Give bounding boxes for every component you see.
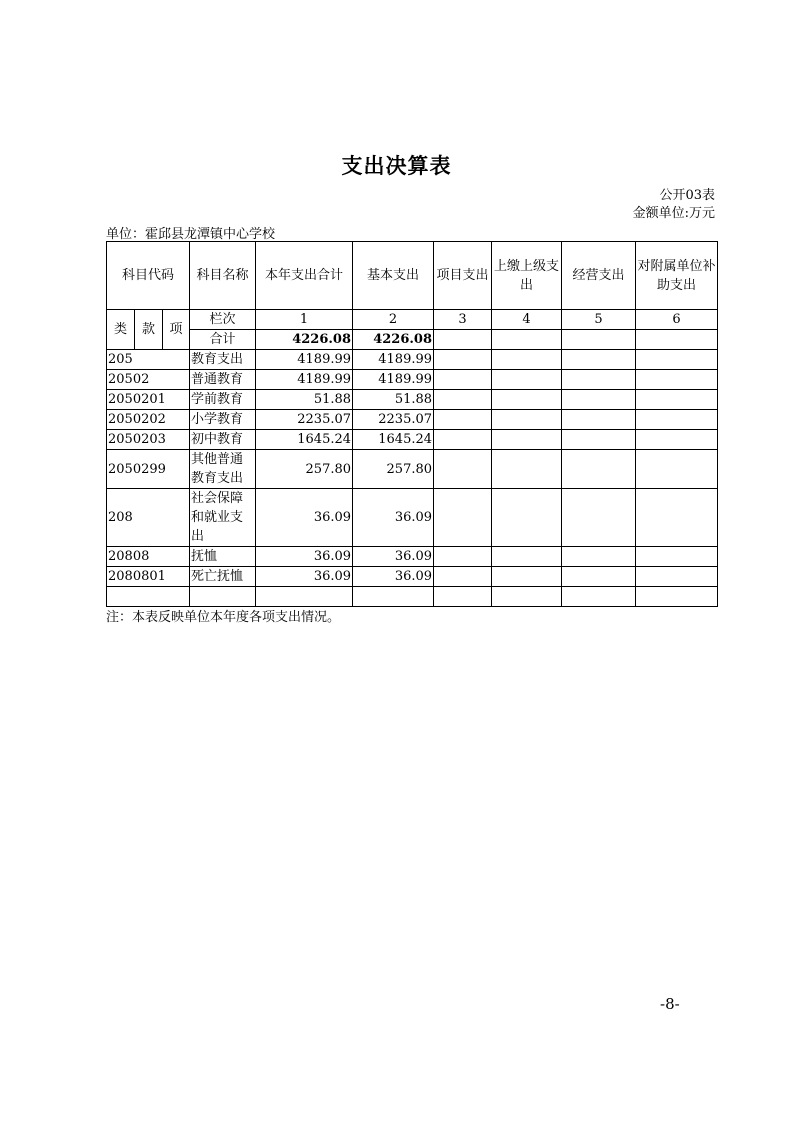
header-lei: 类 xyxy=(107,310,135,350)
row-total: 51.88 xyxy=(256,390,353,410)
header-upper: 上缴上级支出 xyxy=(492,242,562,310)
row-basic: 4189.99 xyxy=(353,350,434,370)
header-xiang: 项 xyxy=(163,310,190,350)
table-row xyxy=(107,390,718,410)
header-subject-name: 科目名称 xyxy=(190,242,256,310)
row-basic: 1645.24 xyxy=(353,430,434,450)
total-row xyxy=(107,330,718,350)
row-total: 36.09 xyxy=(256,489,353,547)
row-total: 1645.24 xyxy=(256,430,353,450)
row-name: 死亡抚恤 xyxy=(190,567,256,587)
row-basic: 36.09 xyxy=(353,489,434,547)
table-row xyxy=(107,410,718,430)
row-total: 4189.99 xyxy=(256,350,353,370)
row-name: 其他普通教育支出 xyxy=(190,450,256,489)
header-lanci: 栏次 xyxy=(190,310,256,330)
row-name: 初中教育 xyxy=(190,430,256,450)
col-index-5: 5 xyxy=(562,310,636,330)
row-name: 普通教育 xyxy=(190,370,256,390)
page-title: 支出决算表 xyxy=(341,153,452,178)
table-row xyxy=(107,450,718,489)
table-row xyxy=(107,370,718,390)
row-total: 257.80 xyxy=(256,450,353,489)
table-row xyxy=(107,489,718,547)
col-index-6: 6 xyxy=(636,310,718,330)
row-basic: 36.09 xyxy=(353,547,434,567)
row-basic: 51.88 xyxy=(353,390,434,410)
row-code: 20808 xyxy=(107,547,190,567)
row-basic: 2235.07 xyxy=(353,410,434,430)
column-index-row xyxy=(107,310,718,330)
empty-row xyxy=(107,587,718,607)
row-name: 学前教育 xyxy=(190,390,256,410)
table-row xyxy=(107,567,718,587)
row-total: 2235.07 xyxy=(256,410,353,430)
header-business: 经营支出 xyxy=(562,242,636,310)
row-code: 2080801 xyxy=(107,567,190,587)
table-note: 注：本表反映单位本年度各项支出情况。 xyxy=(106,610,341,625)
row-name: 社会保障和就业支出 xyxy=(190,489,256,547)
expenditure-table xyxy=(106,241,718,607)
row-name: 小学教育 xyxy=(190,410,256,430)
row-code: 2050299 xyxy=(107,450,190,489)
row-code: 2050201 xyxy=(107,390,190,410)
header-row xyxy=(107,242,718,310)
amount-unit: 金额单位:万元 xyxy=(632,206,715,221)
row-name: 教育支出 xyxy=(190,350,256,370)
row-basic: 36.09 xyxy=(353,567,434,587)
row-total: 36.09 xyxy=(256,567,353,587)
unit-name: 单位：霍邱县龙潭镇中心学校 xyxy=(106,227,276,242)
page-number: -8- xyxy=(660,995,680,1013)
header-total: 本年支出合计 xyxy=(256,242,353,310)
header-kuan: 款 xyxy=(135,310,163,350)
row-name: 抚恤 xyxy=(190,547,256,567)
row-code: 208 xyxy=(107,489,190,547)
table-row xyxy=(107,350,718,370)
header-project: 项目支出 xyxy=(434,242,492,310)
col-index-2: 2 xyxy=(353,310,434,330)
row-code: 2050202 xyxy=(107,410,190,430)
header-subsidy: 对附属单位补助支出 xyxy=(636,242,718,310)
header-basic: 基本支出 xyxy=(353,242,434,310)
row-total: 36.09 xyxy=(256,547,353,567)
row-basic: 257.80 xyxy=(353,450,434,489)
header-subject-code: 科目代码 xyxy=(107,242,190,310)
col-index-4: 4 xyxy=(492,310,562,330)
total-amount: 4226.08 xyxy=(256,330,353,350)
table-row xyxy=(107,547,718,567)
row-basic: 4189.99 xyxy=(353,370,434,390)
col-index-1: 1 xyxy=(256,310,353,330)
form-number: 公开03表 xyxy=(659,188,715,203)
col-index-3: 3 xyxy=(434,310,492,330)
total-basic: 4226.08 xyxy=(353,330,434,350)
row-code: 205 xyxy=(107,350,190,370)
total-label: 合计 xyxy=(190,330,256,350)
row-code: 2050203 xyxy=(107,430,190,450)
row-code: 20502 xyxy=(107,370,190,390)
row-total: 4189.99 xyxy=(256,370,353,390)
table-row xyxy=(107,430,718,450)
